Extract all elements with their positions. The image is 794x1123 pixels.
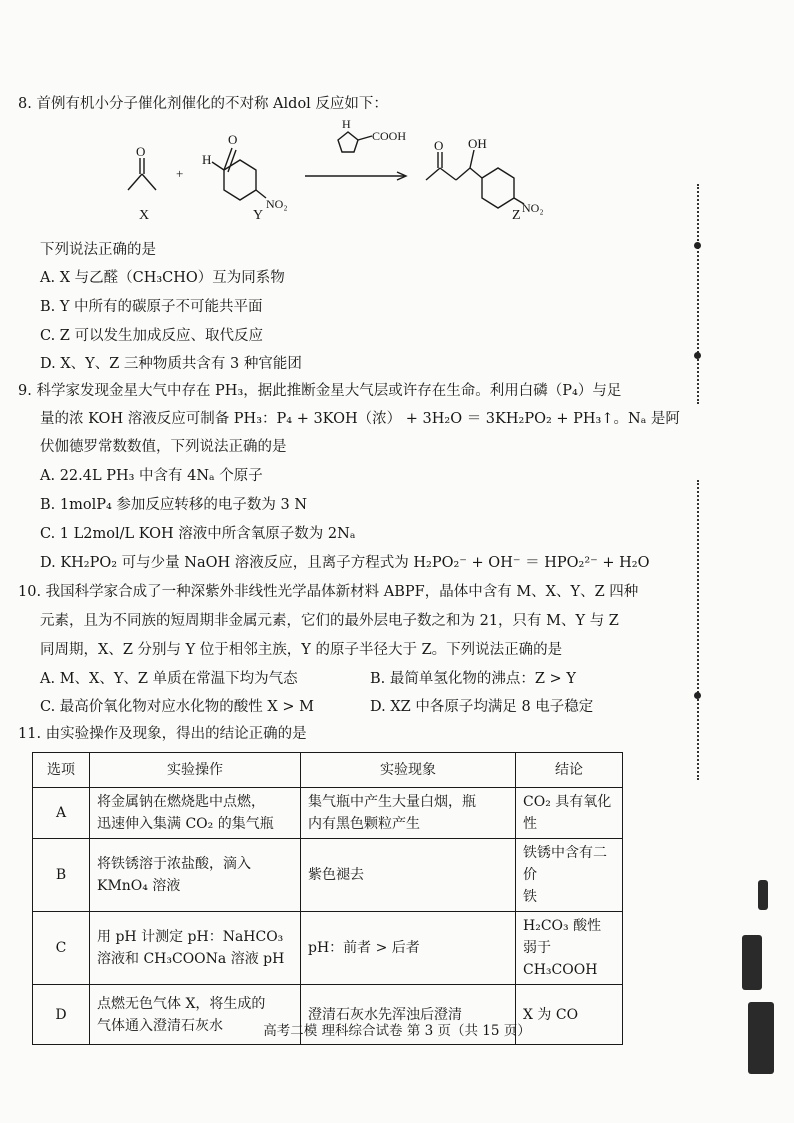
compound-label-y: Y xyxy=(253,208,264,223)
q9-stem-line-2: 量的浓 KOH 溶液反应可制备 PH₃：P₄ + 3KOH（浓） + 3H₂O ＝ 3KH₂PO₂ + PH₃↑。Nₐ 是阿 xyxy=(40,411,680,427)
q10-option-b: B. 最简单氢化物的沸点：Z > Y xyxy=(370,671,576,687)
aldehyde-co-double xyxy=(228,150,236,172)
table-header-row xyxy=(33,753,623,788)
scan-smudge xyxy=(758,880,768,910)
cell-line: 铁 xyxy=(523,889,537,905)
row-conclusion xyxy=(516,788,623,839)
experiment-table xyxy=(32,752,623,1045)
table-row xyxy=(33,839,623,912)
binding-margin-dots xyxy=(697,480,699,780)
aldol-reaction-scheme xyxy=(110,112,590,222)
row-phenomenon xyxy=(301,912,516,985)
header-option: 选项 xyxy=(33,753,90,788)
table-row xyxy=(33,788,623,839)
row-operation xyxy=(90,788,301,839)
row-operation xyxy=(90,839,301,912)
cell-line: X 为 CO xyxy=(523,1006,579,1023)
row-option: B xyxy=(33,839,90,912)
q11-stem: 11. 由实验操作及现象，得出的结论正确的是 xyxy=(18,726,307,742)
product-methyl-bond xyxy=(426,168,440,180)
product-oh-label: OH xyxy=(468,136,487,151)
header-phenomenon: 实验现象 xyxy=(301,753,516,788)
row-phenomenon xyxy=(301,839,516,912)
cell-line: 澄清石灰水先浑浊后澄清 xyxy=(308,1006,462,1023)
product-aryl-bond xyxy=(470,168,482,178)
header-operation: 实验操作 xyxy=(90,753,301,788)
product-choh-bond xyxy=(456,168,470,180)
cell-line: 铁锈中含有二价 xyxy=(523,845,607,883)
proline-nh-label: H xyxy=(342,117,351,131)
aldehyde-bond xyxy=(212,162,224,170)
q8-stem: 8. 首例有机小分子催化剂催化的不对称 Aldol 反应如下： xyxy=(18,96,388,112)
aldehyde-h-label: H xyxy=(202,152,212,167)
cell-line: 用 pH 计测定 pH：NaHCO₃ xyxy=(97,929,284,945)
q9-option-d: D. KH₂PO₂ 可与少量 NaOH 溶液反应，且离子方程式为 H₂PO₂⁻ + OH⁻ ＝ HPO₂²⁻ + H₂O xyxy=(40,555,650,571)
cell-line: 迅速伸入集满 CO₂ 的集气瓶 xyxy=(97,816,274,832)
row-option: A xyxy=(33,788,90,839)
proline-cooh-label: COOH xyxy=(372,129,407,143)
q8-option-d: D. X、Y、Z 三种物质共含有 3 种官能团 xyxy=(40,356,302,372)
table-row xyxy=(33,912,623,985)
nitro-label-y: NO₂ xyxy=(266,197,288,211)
cell-line: 将铁锈溶于浓盐酸，滴入 xyxy=(97,856,251,872)
binding-hole xyxy=(694,352,701,359)
page-footer: 高考二模 理科综合试卷 第 3 页（共 15 页） xyxy=(263,1023,531,1039)
nitro-label-z: NO₂ xyxy=(522,201,544,215)
proline-cooh-bond xyxy=(358,136,372,140)
compound-label-z: Z xyxy=(512,208,521,223)
compound-label-x: X xyxy=(139,208,150,223)
header-conclusion: 结论 xyxy=(516,753,623,788)
cell-line: CH₃COOH xyxy=(523,962,598,978)
q10-option-d: D. XZ 中各原子均满足 8 电子稳定 xyxy=(370,699,594,715)
cell-line: 内有黑色颗粒产生 xyxy=(308,816,420,832)
q10-stem-line-2: 元素，且为不同族的短周期非金属元素，它们的最外层电子数之和为 21，只有 M、Y 与 Z xyxy=(40,613,619,629)
row-conclusion xyxy=(516,839,623,912)
plus-sign: + xyxy=(176,166,184,181)
proline-ring xyxy=(338,132,358,152)
row-operation xyxy=(90,912,301,985)
q10-option-a: A. M、X、Y、Z 单质在常温下均为气态 xyxy=(40,671,298,687)
q9-stem-line-3: 伏伽德罗常数数值，下列说法正确的是 xyxy=(40,439,287,455)
product-oh-bond xyxy=(470,150,474,168)
q9-stem-line-1: 9. 科学家发现金星大气中存在 PH₃，据此推断金星大气层或许存在生命。利用白磷（P₄）与足 xyxy=(18,383,622,399)
row-option: D xyxy=(33,985,90,1045)
acetone-o-label: O xyxy=(136,144,146,159)
cell-line: 紫色褪去 xyxy=(308,867,364,883)
cell-line: pH：前者 > 后者 xyxy=(308,940,420,956)
cell-line: 集气瓶中产生大量白烟，瓶 xyxy=(308,794,476,810)
q10-stem-line-1: 10. 我国科学家合成了一种深紫外非线性光学晶体新材料 ABPF，晶体中含有 M、X、Y、Z 四种 xyxy=(18,584,639,600)
row-conclusion xyxy=(516,912,623,985)
cell-line: 将金属钠在燃烧匙中点燃， xyxy=(97,794,265,810)
q8-option-a: A. X 与乙醛（CH₃CHO）互为同系物 xyxy=(40,270,285,286)
binding-margin-dots xyxy=(697,184,699,404)
scan-smudge xyxy=(748,1002,774,1074)
cell-line: KMnO₄ 溶液 xyxy=(97,878,181,894)
cell-line: 气体通入澄清石灰水 xyxy=(97,1017,223,1034)
q9-option-c: C. 1 L2mol/L KOH 溶液中所含氧原子数为 2Nₐ xyxy=(40,526,356,542)
q10-option-c: C. 最高价氧化物对应水化物的酸性 X > M xyxy=(40,699,314,715)
q8-option-c: C. Z 可以发生加成反应、取代反应 xyxy=(40,328,263,344)
acetone-bond-left xyxy=(128,174,142,190)
q9-option-a: A. 22.4L PH₃ 中含有 4Nₐ 个原子 xyxy=(40,468,263,484)
acetone-bond-right xyxy=(142,174,156,190)
cell-line: H₂CO₃ 酸性弱于 xyxy=(523,918,602,956)
aldehyde-o-label: O xyxy=(228,132,238,147)
binding-hole xyxy=(694,242,701,249)
binding-hole xyxy=(694,692,701,699)
nitro-bond-y xyxy=(256,190,266,198)
cell-line: 点燃无色气体 X，将生成的 xyxy=(97,995,266,1012)
benzene-ring-z xyxy=(482,168,514,208)
cell-line: CO₂ 具有氧化性 xyxy=(523,794,612,832)
q8-prompt: 下列说法正确的是 xyxy=(40,242,156,258)
scan-smudge xyxy=(742,935,762,990)
row-option: C xyxy=(33,912,90,985)
q8-option-b: B. Y 中所有的碳原子不可能共平面 xyxy=(40,299,263,315)
q9-option-b: B. 1molP₄ 参加反应转移的电子数为 3 N xyxy=(40,497,308,513)
product-ch2-bond xyxy=(440,168,456,180)
cell-line: 溶液和 CH₃COONa 溶液 pH xyxy=(97,951,285,967)
benzene-ring-y xyxy=(224,160,256,200)
product-o-label: O xyxy=(434,138,444,153)
q10-stem-line-3: 同周期，X、Z 分别与 Y 位于相邻主族，Y 的原子半径大于 Z。下列说法正确的是 xyxy=(40,642,563,658)
row-phenomenon xyxy=(301,788,516,839)
